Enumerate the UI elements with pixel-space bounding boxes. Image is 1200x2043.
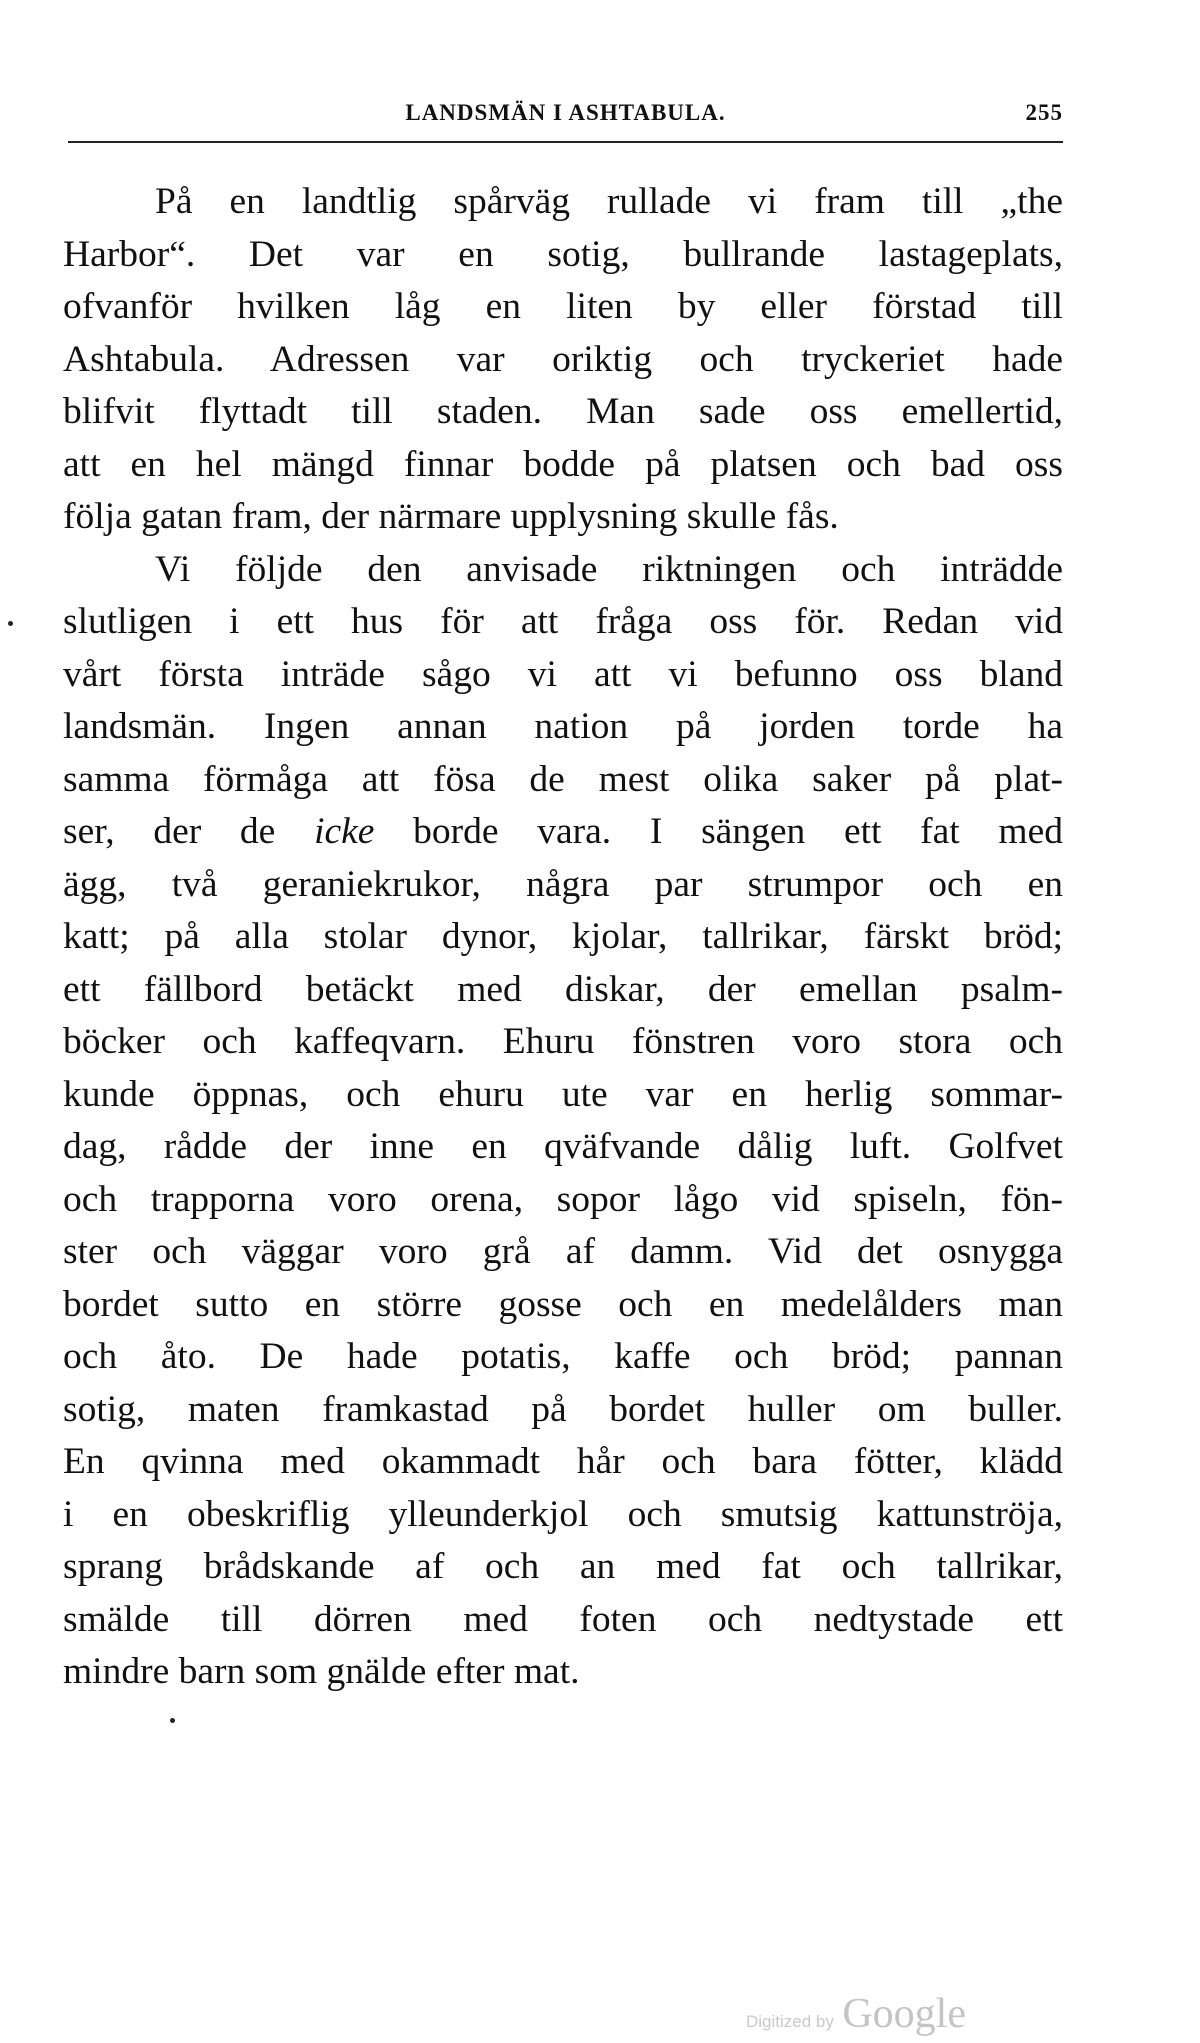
text-line: ett fällbord betäckt med diskar, der emellan psalm- (63, 968, 1063, 1010)
text-line: En qvinna med okammadt hår och bara fötter, klädd (63, 1441, 1063, 1482)
text-line: smälde till dörren med foten och nedtystade ett (63, 1598, 1063, 1640)
page-number: 255 (1025, 100, 1063, 125)
text-line: Harbor“. Det var en sotig, bullrande lastageplats, (63, 233, 1063, 275)
running-title: LANDSMÄN I ASHTABULA. (405, 100, 726, 125)
digitized-by-google-watermark (746, 1990, 966, 2037)
italic-word: icke (314, 811, 375, 852)
text-line: i en obeskriflig ylleunderkjol och smutsig kattunströja, (63, 1493, 1063, 1535)
digitized-label: Digitized by (746, 2012, 834, 2031)
text-line: På en landtlig spårväg rullade vi fram till „the (155, 181, 1063, 222)
text-line: sotig, maten framkastad på bordet huller om buller. (63, 1388, 1063, 1430)
text-line: följa gatan fram, der närmare upplysning skulle fås. (63, 496, 839, 537)
text-line: katt; på alla stolar dynor, kjolar, tallrikar, färskt bröd; (63, 916, 1063, 957)
stray-ink-dot (8, 621, 13, 626)
text-line: böcker och kaffeqvarn. Ehuru fönstren voro stora och (63, 1021, 1063, 1062)
text-line: vårt första inträde sågo vi att vi befunno oss bland (63, 653, 1063, 695)
text-line: sprang brådskande af och an med fat och tallrikar, (63, 1546, 1063, 1587)
text-line: Ashtabula. Adressen var oriktig och tryckeriet hade (63, 338, 1063, 380)
text-line: att en hel mängd finnar bodde på platsen och bad oss (63, 443, 1063, 485)
body-text (63, 176, 1063, 1699)
text-line: och trapporna voro orena, sopor lågo vid spiseln, fön- (63, 1178, 1063, 1220)
running-head (68, 100, 1063, 132)
text-line: Vi följde den anvisade riktningen och inträdde (155, 548, 1063, 590)
text-line: och åto. De hade potatis, kaffe och bröd; pannan (63, 1336, 1063, 1377)
text-line: ägg, två geraniekrukor, några par strumpor och en (63, 863, 1063, 905)
text-line: kunde öppnas, och ehuru ute var en herlig sommar- (63, 1073, 1063, 1115)
stray-ink-dot (170, 1718, 175, 1723)
google-logo-text: Google (842, 1991, 966, 2037)
text-line: slutligen i ett hus för att fråga oss för. Redan vid (63, 601, 1063, 642)
text-line: ser, der de icke borde vara. I sängen ett fat med (63, 811, 1063, 852)
header-rule (68, 141, 1063, 143)
text-line: landsmän. Ingen annan nation på jorden torde ha (63, 706, 1063, 747)
text-line: bordet sutto en större gosse och en medelålders man (63, 1283, 1063, 1325)
text-line: samma förmåga att fösa de mest olika saker på plat- (63, 758, 1063, 800)
text-line: ofvanför hvilken låg en liten by eller förstad till (63, 286, 1063, 327)
text-line: dag, rådde der inne en qväfvande dålig luft. Golfvet (63, 1126, 1063, 1167)
text-line: blifvit flyttadt till staden. Man sade oss emellertid, (63, 391, 1063, 432)
text-line: ster och väggar voro grå af damm. Vid det osnygga (63, 1231, 1063, 1272)
text-line: mindre barn som gnälde efter mat. (63, 1651, 580, 1692)
